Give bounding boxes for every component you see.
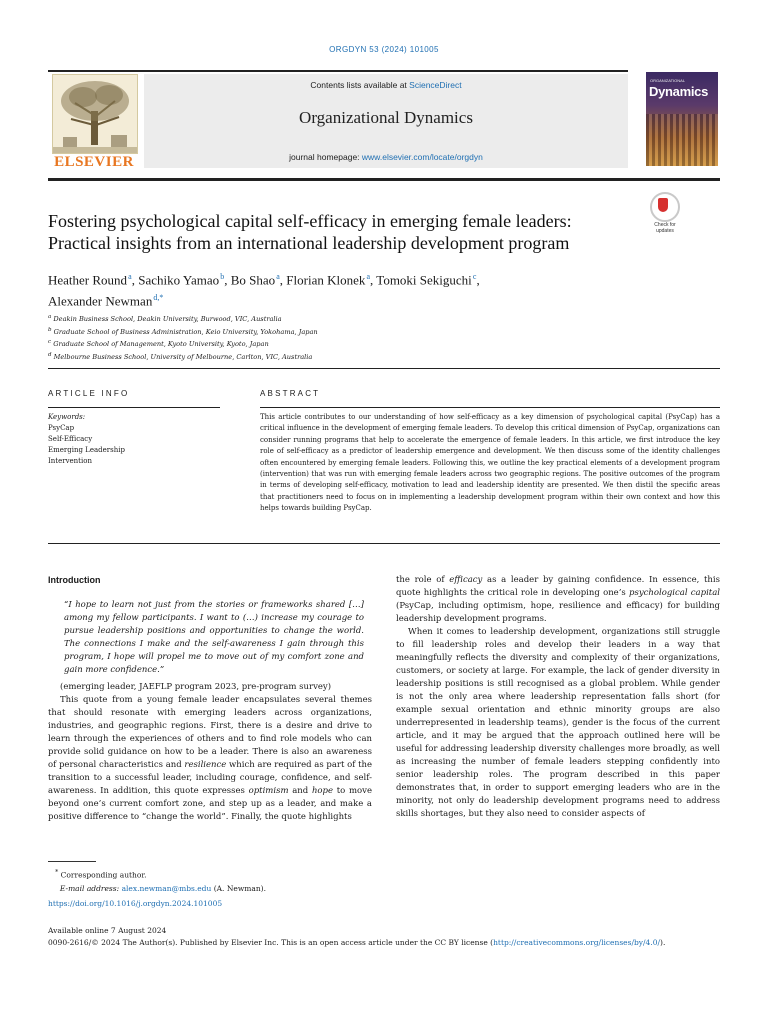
- quote-source: (emerging leader, JAEFLP program 2023, pre-program survey): [60, 682, 332, 692]
- affiliation-item: $^b$ Graduate School of Business Administration, Keio University, Yokohama, Japan: [48, 326, 318, 336]
- keywords-label: Keywords:: [48, 413, 86, 421]
- author-name[interactable]: Florian Klonek: [286, 272, 366, 288]
- homepage-link[interactable]: www.elsevier.com/locate/orgdyn: [361, 152, 483, 162]
- body-paragraph: When it comes to leadership development, organizations still struggle to fill leadership roles and develop their leaders in a way that meaningfully reflects the diversity and complexity of their organizations, customers, or society at large. For example, the lack of gender diversity in leadership positions is still recognised as a global problem. While gender is not the only area where leadership representation falls short (for example sexual orientation and ethnic minority groups are also underrepresented in leadership teams), gender is the focus of the current article, and it may be argued that the approach outlined here will be useful for addressing leadership diversity challenges more broadly, as well as increasing the number of female leaders stepping confidently into senior leadership roles. The program described in this paper demonstrates that, in order to support emerging leaders who are in the minority, not only do leadership development programs need to address skills shortages, but they also need to consider aspects of: [396, 627, 720, 819]
- elsevier-logo[interactable]: [48, 74, 140, 170]
- author-affiliation-mark[interactable]: b: [220, 272, 225, 281]
- footnote-rule: [48, 861, 96, 862]
- section-rule: [48, 368, 720, 369]
- keyword-item[interactable]: Intervention: [48, 457, 92, 465]
- top-rule: [48, 70, 628, 72]
- keywords-block: [48, 412, 220, 467]
- abstract-end-rule: [48, 543, 720, 544]
- body-column-right: [396, 574, 720, 821]
- check-updates-icon: [650, 192, 680, 222]
- author-name[interactable]: Sachiko Yamao: [138, 272, 220, 288]
- article-info-rule: [48, 407, 220, 408]
- journal-id-header[interactable]: ORGDYN 53 (2024) 101005: [329, 45, 439, 54]
- affiliations: [48, 312, 668, 363]
- available-online: Available online 7 August 2024: [48, 926, 167, 935]
- affiliation-item: $^d$ Melbourne Business School, University of Melbourne, Carlton, VIC, Australia: [48, 352, 313, 362]
- body-paragraph: This quote from a young female leader encapsulates several themes that should resonate with emerging leaders across organizations, industries, and geographic regions. First, there is a desire and drive to learn through the experiences of others and to find role models who can provide solid guidance on how to be a leader. There is also an awareness of personal characteristics and resilience which are required as part of the transition to a successful leader, including courage, confidence, and self-awareness. In addition, this quote expresses optimism and hope to move beyond one’s current comfort zone, and step up as a leader, and make a positive difference to “change the world”. Finally, the quote highlights: [48, 695, 372, 822]
- check-for-updates-button[interactable]: [648, 192, 682, 232]
- publication-info: [48, 925, 728, 948]
- corresponding-author-note: * Corresponding author.: [55, 869, 147, 880]
- author-affiliation-mark[interactable]: a: [276, 272, 280, 281]
- cover-subtitle: ORGANIZATIONAL: [650, 78, 686, 83]
- abstract-heading: ABSTRACT: [260, 389, 321, 398]
- affiliation-item: $^a$ Deakin Business School, Deakin University, Burwood, VIC, Australia: [48, 314, 282, 324]
- contents-prefix: Contents lists available at: [310, 80, 410, 90]
- author-affiliation-mark[interactable]: d,*: [153, 293, 164, 303]
- email-link[interactable]: alex.newman@mbs.edu: [121, 883, 212, 893]
- author-list: Heather Round $^a$, Sachiko Yamao $^b$, Bo Shao $^a$, Florian Klonek $^a$, Tomoki Sekiguchi $^c$, Alexander Newman $^{d,*}$: [48, 272, 480, 309]
- keyword-item[interactable]: Emerging Leadership: [48, 446, 125, 454]
- body-paragraph: the role of efficacy as a leader by gaining confidence. In essence, this quote highlights the critical role in developing one’s psychological capital (PsyCap, including optimism, hope, resilience and efficacy) for building leadership development programs.: [396, 575, 720, 624]
- abstract-rule: [260, 407, 720, 408]
- license-link[interactable]: http://creativecommons.org/licenses/by/4.0/: [493, 937, 661, 947]
- footnotes: [48, 866, 720, 895]
- journal-cover-thumbnail[interactable]: [646, 72, 718, 166]
- author-affiliation-mark[interactable]: c: [472, 272, 477, 281]
- cover-title: Dynamics: [649, 84, 709, 99]
- elsevier-tree-icon: [52, 74, 138, 154]
- affiliation-item: $^c$ Graduate School of Management, Kyoto University, Kyoto, Japan: [48, 339, 269, 349]
- author-affiliation-mark[interactable]: a: [366, 272, 371, 281]
- author-name[interactable]: Alexander Newman: [48, 293, 153, 309]
- contents-line: [144, 80, 628, 90]
- article-title: Fostering psychological capital self-efficacy in emerging female leaders: Practical insights from an international leadership development program: [48, 211, 572, 253]
- homepage-label: journal homepage:: [289, 152, 362, 162]
- cover-image: [646, 114, 718, 166]
- author-affiliation-mark[interactable]: a: [128, 272, 132, 281]
- body-column-left: [48, 574, 372, 824]
- keyword-item[interactable]: Self-Efficacy: [48, 435, 93, 443]
- journal-homepage: [144, 152, 628, 162]
- author-name[interactable]: Bo Shao: [230, 272, 276, 288]
- abstract-text: This article contributes to our understanding of how self-efficacy as a key dimension of psychological capital (PsyCap) has a critical influence in the development of emerging female leaders. To develop this critical dimension of PsyCap, organizations can consider running programs that help to accelerate the emergence of female leaders. In this article, we first introduce the key role of self-efficacy as a predictor of leadership emergence and development. We then discuss some of the identity challenges often encountered by emerging female leaders. Following this, we outline the key practical elements of a development program (intervention) that was run with emerging female leaders across two geographic regions. The positive outcomes of the program in terms of developing self-efficacy, motivation to lead and leadership identity are presented. We then distil the specific areas that practitioners need to focus on in implementing a leadership development program within their own context and how this helps towards building PsyCap.: [260, 413, 720, 513]
- author-name[interactable]: Tomoki Sekiguchi: [376, 272, 472, 288]
- copyright-line: 0090-2616/© 2024 The Author(s). Published by Elsevier Inc. This is an open access article under the CC BY license (http://creativecommons.org/licenses/by/4.0/).: [48, 937, 666, 947]
- keyword-item[interactable]: PsyCap: [48, 424, 75, 432]
- author-name[interactable]: Heather Round: [48, 272, 128, 288]
- journal-name[interactable]: Organizational Dynamics: [299, 108, 473, 127]
- opening-quote: “I hope to learn not just from the stories or frameworks shared […] among my fellow participants. I want to (…) increase my courage to pursue leadership positions and opportunities to change the world. The connections I make and the self-awareness I gain through this program, I hope will propel me to move out of my comfort zone and gain more confidence.”: [64, 600, 364, 675]
- check-updates-label: Check for updates: [654, 222, 676, 234]
- elsevier-wordmark: ELSEVIER: [54, 154, 134, 170]
- sciencedirect-link[interactable]: ScienceDirect: [409, 80, 462, 90]
- email-note: E-mail address: alex.newman@mbs.edu (A. Newman).: [59, 883, 266, 893]
- article-info-heading: ARTICLE INFO: [48, 389, 130, 398]
- header-rule: [48, 178, 720, 181]
- introduction-heading: Introduction: [48, 575, 101, 585]
- doi-link[interactable]: https://doi.org/10.1016/j.orgdyn.2024.101005: [48, 899, 223, 908]
